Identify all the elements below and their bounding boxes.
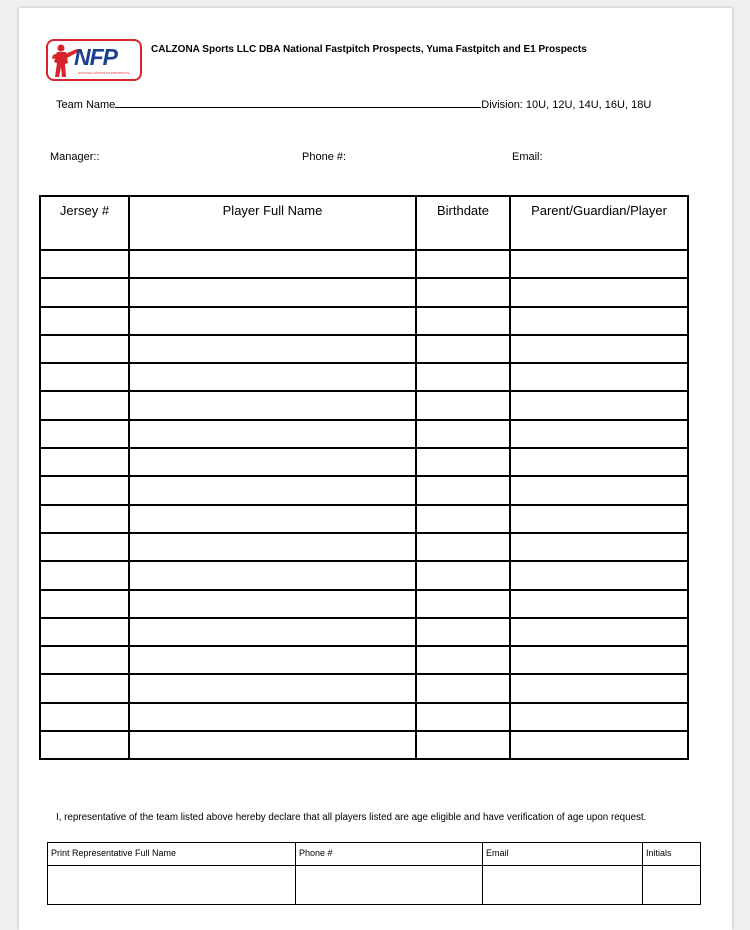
column-header-jersey: Jersey #	[40, 196, 129, 250]
birthdate-cell[interactable]	[416, 420, 510, 448]
roster-row	[40, 307, 688, 335]
roster-row	[40, 363, 688, 391]
player-name-cell[interactable]	[129, 278, 416, 306]
roster-table	[39, 195, 689, 760]
jersey-cell[interactable]	[40, 391, 129, 419]
parent-guardian-cell[interactable]	[510, 590, 688, 618]
birthdate-cell[interactable]	[416, 731, 510, 759]
player-name-cell[interactable]	[129, 561, 416, 589]
manager-label: Manager::	[50, 151, 100, 163]
player-name-cell[interactable]	[129, 448, 416, 476]
parent-guardian-cell[interactable]	[510, 420, 688, 448]
player-name-cell[interactable]	[129, 363, 416, 391]
roster-row	[40, 703, 688, 731]
parent-guardian-cell[interactable]	[510, 731, 688, 759]
jersey-cell[interactable]	[40, 335, 129, 363]
jersey-cell[interactable]	[40, 448, 129, 476]
birthdate-cell[interactable]	[416, 505, 510, 533]
jersey-cell[interactable]	[40, 505, 129, 533]
roster-header-row	[40, 196, 688, 250]
birthdate-cell[interactable]	[416, 561, 510, 589]
roster-row	[40, 505, 688, 533]
jersey-cell[interactable]	[40, 420, 129, 448]
page-title: CALZONA Sports LLC DBA National Fastpitch Prospects, Yuma Fastpitch and E1 Prospects	[151, 44, 587, 55]
birthdate-cell[interactable]	[416, 646, 510, 674]
jersey-cell[interactable]	[40, 533, 129, 561]
birthdate-cell[interactable]	[416, 448, 510, 476]
player-name-cell[interactable]	[129, 590, 416, 618]
team-name-label: Team Name	[56, 99, 116, 111]
parent-guardian-cell[interactable]	[510, 533, 688, 561]
parent-guardian-cell[interactable]	[510, 674, 688, 702]
jersey-cell[interactable]	[40, 476, 129, 504]
roster-row	[40, 335, 688, 363]
roster-row	[40, 674, 688, 702]
parent-guardian-cell[interactable]	[510, 448, 688, 476]
birthdate-cell[interactable]	[416, 476, 510, 504]
player-name-cell[interactable]	[129, 703, 416, 731]
jersey-cell[interactable]	[40, 307, 129, 335]
parent-guardian-cell[interactable]	[510, 335, 688, 363]
roster-row	[40, 420, 688, 448]
roster-row	[40, 278, 688, 306]
representative-name-label: Print Representative Full Name	[48, 843, 296, 866]
roster-row	[40, 250, 688, 278]
roster-row	[40, 618, 688, 646]
roster-body	[40, 250, 688, 759]
player-name-cell[interactable]	[129, 505, 416, 533]
player-name-cell[interactable]	[129, 646, 416, 674]
jersey-cell[interactable]	[40, 674, 129, 702]
initials-field[interactable]	[643, 866, 701, 905]
representative-email-label: Email	[483, 843, 643, 866]
birthdate-cell[interactable]	[416, 335, 510, 363]
division-label: Division: 10U, 12U, 14U, 16U, 18U	[481, 99, 652, 111]
representative-phone-field[interactable]	[296, 866, 483, 905]
parent-guardian-cell[interactable]	[510, 278, 688, 306]
roster-row	[40, 561, 688, 589]
parent-guardian-cell[interactable]	[510, 618, 688, 646]
team-name-field[interactable]	[115, 96, 481, 108]
birthdate-cell[interactable]	[416, 533, 510, 561]
parent-guardian-cell[interactable]	[510, 363, 688, 391]
player-name-cell[interactable]	[129, 420, 416, 448]
jersey-cell[interactable]	[40, 731, 129, 759]
signature-table	[47, 842, 701, 905]
jersey-cell[interactable]	[40, 703, 129, 731]
roster-row	[40, 731, 688, 759]
nfp-logo	[46, 39, 142, 81]
roster-row	[40, 533, 688, 561]
jersey-cell[interactable]	[40, 250, 129, 278]
jersey-cell[interactable]	[40, 278, 129, 306]
roster-row	[40, 646, 688, 674]
eligibility-declaration: I, representative of the team listed above hereby declare that all players listed are age eligible and have verification of age upon request.	[56, 812, 647, 823]
birthdate-cell[interactable]	[416, 391, 510, 419]
player-name-cell[interactable]	[129, 250, 416, 278]
birthdate-cell[interactable]	[416, 278, 510, 306]
player-name-cell[interactable]	[129, 476, 416, 504]
column-header-birthdate: Birthdate	[416, 196, 510, 250]
birthdate-cell[interactable]	[416, 674, 510, 702]
roster-row	[40, 391, 688, 419]
birthdate-cell[interactable]	[416, 618, 510, 646]
column-header-parent-guardian: Parent/Guardian/Player	[510, 196, 688, 250]
player-name-cell[interactable]	[129, 391, 416, 419]
jersey-cell[interactable]	[40, 363, 129, 391]
player-name-cell[interactable]	[129, 307, 416, 335]
representative-email-field[interactable]	[483, 866, 643, 905]
parent-guardian-cell[interactable]	[510, 703, 688, 731]
parent-guardian-cell[interactable]	[510, 307, 688, 335]
parent-guardian-cell[interactable]	[510, 646, 688, 674]
team-name-row	[56, 96, 651, 111]
parent-guardian-cell[interactable]	[510, 561, 688, 589]
birthdate-cell[interactable]	[416, 590, 510, 618]
birthdate-cell[interactable]	[416, 250, 510, 278]
roster-row	[40, 590, 688, 618]
jersey-cell[interactable]	[40, 618, 129, 646]
representative-phone-label: Phone #	[296, 843, 483, 866]
player-name-cell[interactable]	[129, 674, 416, 702]
jersey-cell[interactable]	[40, 590, 129, 618]
signature-header-row	[48, 843, 701, 866]
form-page	[19, 8, 732, 930]
birthdate-cell[interactable]	[416, 363, 510, 391]
parent-guardian-cell[interactable]	[510, 391, 688, 419]
roster-row	[40, 476, 688, 504]
birthdate-cell[interactable]	[416, 307, 510, 335]
parent-guardian-cell[interactable]	[510, 476, 688, 504]
logo-subtext: NATIONAL FASTPITCH PROSPECTS	[78, 71, 130, 75]
player-name-cell[interactable]	[129, 335, 416, 363]
jersey-cell[interactable]	[40, 561, 129, 589]
logo-wordmark: NFP	[74, 44, 117, 70]
signature-input-row	[48, 866, 701, 905]
player-name-cell[interactable]	[129, 533, 416, 561]
birthdate-cell[interactable]	[416, 703, 510, 731]
representative-name-field[interactable]	[48, 866, 296, 905]
player-name-cell[interactable]	[129, 618, 416, 646]
jersey-cell[interactable]	[40, 646, 129, 674]
roster-row	[40, 448, 688, 476]
phone-label: Phone #:	[302, 151, 347, 163]
email-label: Email:	[512, 151, 543, 163]
parent-guardian-cell[interactable]	[510, 505, 688, 533]
parent-guardian-cell[interactable]	[510, 250, 688, 278]
initials-label: Initials	[643, 843, 701, 866]
column-header-player-name: Player Full Name	[129, 196, 416, 250]
player-name-cell[interactable]	[129, 731, 416, 759]
